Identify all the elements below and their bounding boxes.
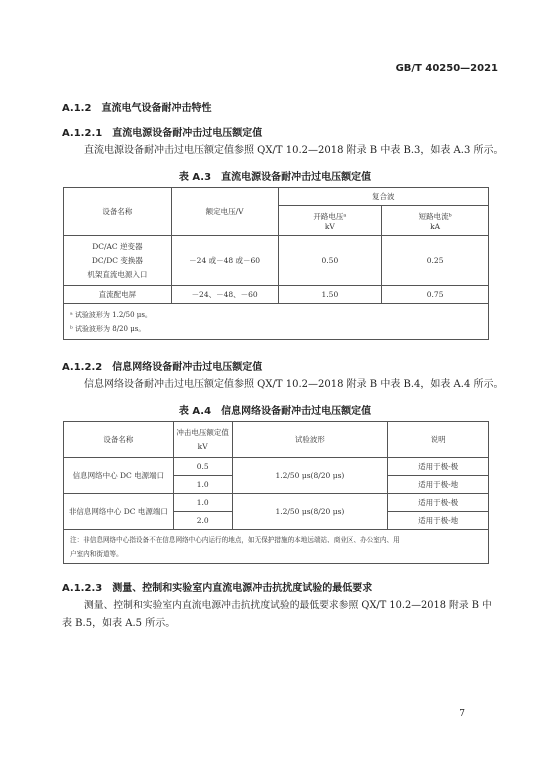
table-caption: 表 A.3 直流电源设备耐冲击过电压额定值 bbox=[178, 172, 372, 183]
table-caption: 表 A.4 信息网络设备耐冲击过电压额定值 bbox=[178, 406, 372, 417]
table-header: 设备名称 bbox=[64, 422, 174, 458]
table-cell: 非信息网络中心 DC 电源端口 bbox=[64, 494, 174, 530]
table-cell: －24、－48、－60 bbox=[171, 286, 278, 304]
table-a4 bbox=[63, 421, 489, 564]
table-cell: 1.2/50 μs(8/20 μs) bbox=[232, 494, 388, 530]
table-cell: 0.50 bbox=[278, 236, 382, 286]
section-heading: A.1.2 直流电气设备耐冲击特性 bbox=[62, 103, 212, 114]
table-header: 复合波 bbox=[278, 188, 489, 206]
table-cell: 1.0 bbox=[173, 476, 232, 494]
table-cell: DC/AC 逆变器 DC/DC 变换器 机架直流电源入口 bbox=[64, 236, 172, 286]
table-cell: 适用于极-极 bbox=[388, 458, 489, 476]
table-cell: 0.75 bbox=[382, 286, 489, 304]
table-cell: 0.5 bbox=[173, 458, 232, 476]
paragraph: 表 B.5，如表 A.5 所示。 bbox=[62, 618, 176, 629]
table-cell: －24 或－48 或－60 bbox=[171, 236, 278, 286]
table-cell: 1.2/50 μs(8/20 μs) bbox=[232, 458, 388, 494]
subsection-heading: A.1.2.2 信息网络设备耐冲击过电压额定值 bbox=[62, 362, 263, 373]
table-row bbox=[64, 286, 489, 304]
table-cell: 适用于极-地 bbox=[388, 476, 489, 494]
table-row bbox=[64, 494, 489, 512]
table-header: 开路电压ᵃ kV bbox=[278, 206, 382, 236]
table-cell: 0.25 bbox=[382, 236, 489, 286]
table-cell: 适用于极-极 bbox=[388, 494, 489, 512]
table-header: 说明 bbox=[388, 422, 489, 458]
table-header: 试验波形 bbox=[232, 422, 388, 458]
table-row bbox=[64, 458, 489, 476]
table-header: 冲击电压额定值 kV bbox=[173, 422, 232, 458]
page-number: 7 bbox=[459, 709, 465, 719]
subsection-heading: A.1.2.3 测量、控制和实验室内直流电源冲击抗扰度试验的最低要求 bbox=[62, 583, 373, 594]
subsection-heading: A.1.2.1 直流电源设备耐冲击过电压额定值 bbox=[62, 128, 263, 139]
table-notes: ᵃ 试验波形为 1.2/50 μs。 ᵇ 试验波形为 8/20 μs。 bbox=[64, 304, 489, 340]
table-cell: 1.50 bbox=[278, 286, 382, 304]
table-cell: 信息网络中心 DC 电源端口 bbox=[64, 458, 174, 494]
paragraph: 测量、控制和实验室内直流电源冲击抗扰度试验的最低要求参照 QX/T 10.2—2018 附录 B 中 bbox=[84, 600, 492, 611]
table-a3 bbox=[63, 187, 489, 340]
paragraph: 信息网络设备耐冲击过电压额定值参照 QX/T 10.2—2018 附录 B 中表 B.4，如表 A.4 所示。 bbox=[84, 379, 504, 390]
table-row bbox=[64, 236, 489, 286]
table-cell: 直流配电屏 bbox=[64, 286, 172, 304]
table-header: 额定电压/V bbox=[171, 188, 278, 236]
table-header: 设备名称 bbox=[64, 188, 172, 236]
standard-id: GB/T 40250—2021 bbox=[395, 63, 498, 74]
table-header: 短路电流ᵇ kA bbox=[382, 206, 489, 236]
table-notes: 注：非信息网络中心指设备不在信息网络中心内运行的地点，如无保护措施的本地远端站、商业区、办公室内、用 户室内和街道等。 bbox=[64, 530, 489, 564]
paragraph: 直流电源设备耐冲击过电压额定值参照 QX/T 10.2—2018 附录 B 中表 B.3，如表 A.3 所示。 bbox=[84, 145, 504, 156]
table-cell: 适用于极-地 bbox=[388, 512, 489, 530]
table-cell: 2.0 bbox=[173, 512, 232, 530]
table-cell: 1.0 bbox=[173, 494, 232, 512]
